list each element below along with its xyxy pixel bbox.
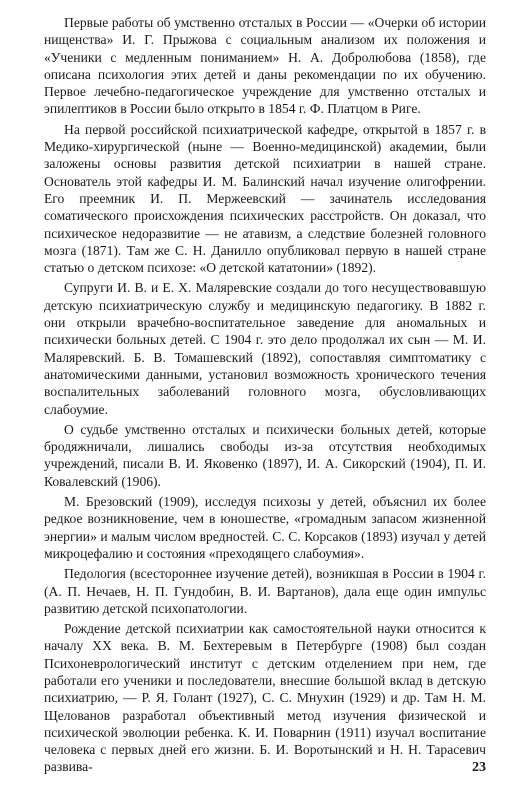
paragraph-4: О судьбе умственно отсталых и психически больных детей, которые бродяжничали, лишались свободы из-за отсутствия необходимых учреждений, писали В. И. Яковенко (1897), И. А. Сикорский (1904), П. И. Ковалевский (1906). — [44, 421, 486, 489]
page-number: 23 — [472, 760, 486, 775]
paragraph-7: Рождение детской психиатрии как самостоятельной науки относится к началу XX века. В. М. Бехтеревым в Петербурге (1908) был создан Психоневрологический институт с детским отделением при нем, где работали его ученики и последователи, внесшие большой вклад в детскую психиатрию, — Р. Я. Голант (1927), С. С. Мнухин (1929) и др. Там Н. М. Щелованов разработал объективный метод изучения физической и психической эволюции ребенка. К. И. Поварнин (1911) изучал воспитание человека с первых дней его жизни. Б. И. Воротынский и Н. Н. Тарасевич развива- — [44, 621, 486, 775]
paragraph-2: На первой российской психиатрической кафедре, открытой в 1857 г. в Медико-хирургической (ныне — Военно-медицинской) академии, были заложены основы развития детской психиатрии в нашей стране. Основатель этой кафедры И. М. Балинский начал изучение олигофрении. Его преемник И. П. Мержеевский — зачинатель исследования соматического происхождения психических расстройств. Он доказал, что психическое недоразвитие — не атавизм, а следствие болезней головного мозга (1871). Там же С. Н. Данилло опубликовал первую в нашей стране статью о детском психозе: «О детской кататонии» (1892). — [44, 121, 486, 276]
paragraph-6: Педология (всестороннее изучение детей), возникшая в России в 1904 г. (А. П. Нечаев, Н. П. Гундобин, В. И. Вартанов), дала еще один импульс развитию детской психопатологии. — [44, 566, 486, 616]
paragraph-1: Первые работы об умственно отсталых в России — «Очерки об истории нищенства» И. Г. Прыжова с социальным анализом их положения и «Ученики с медленным пониманием» Н. А. Добролюбова (1858), где описана психология этих детей и даны рекомендации по их обучению. Первое лечебно-педагогическое учреждение для умственно отсталых и эпилептиков в России было открыто в 1854 г. Ф. Платцом в Риге. — [44, 15, 486, 117]
paragraph-3: Супруги И. В. и Е. Х. Маляревские создали до того несуществовавшую детскую психиатрическую службу и медицинскую педагогику. В 1882 г. они открыли врачебно-воспитательное заведение для аномальных и психически больных детей. С 1904 г. это дело продолжал их сын — М. И. Маляревский. Б. В. Томашевский (1892), сопоставляя симптоматику с анатомическими данными, установил возможность хронического течения воспалительных заболеваний головного мозга, обусловливающих слабоумие. — [44, 280, 486, 417]
paragraph-5: М. Брезовский (1909), исследуя психозы у детей, объяснил их более редкое возникновение, чем в юношестве, «громадным запасом жизненной энергии» и малым числом вредностей. С. С. Корсаков (1893) изучал у детей микроцефалию и состояния «преходящего слабоумия». — [44, 494, 486, 561]
